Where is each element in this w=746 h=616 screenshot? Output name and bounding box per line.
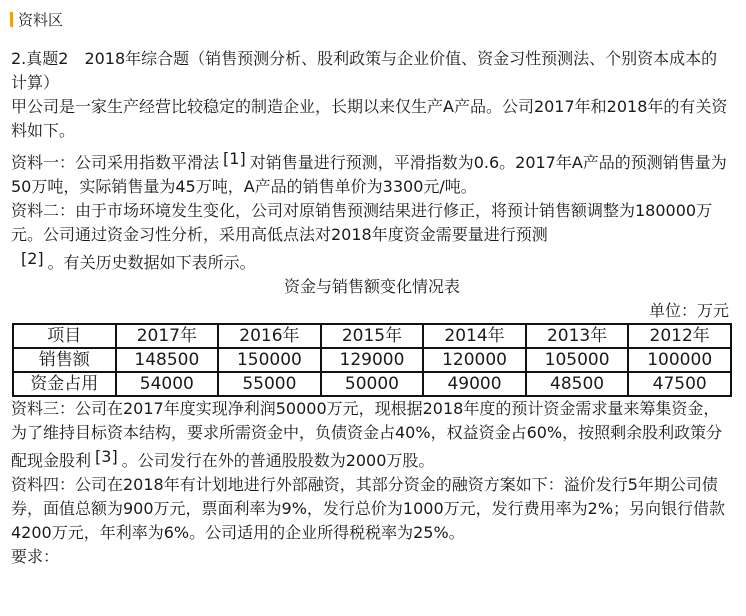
- table-unit: 单位：万元: [648, 301, 729, 320]
- table-row: [13, 348, 731, 372]
- reference-marker-1[interactable]: [1]: [223, 149, 246, 168]
- table-cell: 销售额: [13, 348, 116, 372]
- table-cell: 100000: [628, 348, 731, 372]
- material-three-text-b: 。公司发行在外的普通股股数为2000万股。: [121, 451, 435, 470]
- material-one-text-b: 对销售量进行预测，平滑指数为0.6。2017年A产品的预测销售量为50万吨，实际销售量为45万吨，A产品的销售单价为3300元/吨。: [11, 153, 727, 196]
- material-two-text-b: 。有关历史数据如下表所示。: [47, 253, 256, 272]
- requirement-label: 要求：: [11, 547, 60, 566]
- table-cell: 55000: [218, 372, 321, 396]
- material-two-text-a: 资料二：由于市场环境发生变化，公司对原销售预测结果进行修正，将预计销售额调整为180000万元。公司通过资金习性分析，采用高低点法对2018年度资金需要量进行预测: [11, 201, 713, 244]
- material-three-text-a: 资料三：公司在2017年度实现净利润50000万元，现根据2018年度的预计资金需求量来筹集资金，为了维持目标资本结构，要求所需资金中，负债资金占40%，权益资金占60%，按照剩余股利政策分配现金股利: [11, 399, 723, 470]
- table-cell: 148500: [116, 348, 219, 372]
- table-cell: 49000: [423, 372, 526, 396]
- table-header-cell: 2014年: [423, 324, 526, 348]
- table-cell: 150000: [218, 348, 321, 372]
- material-four: 资料四：公司在2018年有计划地进行外部融资，其部分资金的融资方案如下：溢价发行5年期公司债券，面值总额为900万元，票面利率为9%，发行总价为1000万元，发行费用率为2%；另向银行借款4200万元，年利率为6%。公司适用的企业所得税税率为25%。: [11, 475, 726, 542]
- material-one: [11, 147, 733, 199]
- material-three: [11, 397, 733, 473]
- table-header-cell: 2012年: [628, 324, 731, 348]
- table-header-cell: 2017年: [116, 324, 219, 348]
- table-row: [13, 372, 731, 396]
- table-cell: 48500: [526, 372, 629, 396]
- section-header: [10, 8, 63, 30]
- table-cell: 47500: [628, 372, 731, 396]
- table-cell: 129000: [321, 348, 424, 372]
- table-header-cell: 2016年: [218, 324, 321, 348]
- material-two: [11, 199, 733, 275]
- table-title: 资金与销售额变化情况表: [283, 277, 460, 296]
- table-header-row: [13, 324, 731, 348]
- question-intro: 甲公司是一家生产经营比较稳定的制造企业，长期以来仅生产A产品。公司2017年和2018年的有关资料如下。: [11, 97, 728, 140]
- reference-marker-3[interactable]: [3]: [95, 447, 118, 466]
- reference-marker-2[interactable]: [2]: [21, 249, 44, 268]
- section-title: 资料区: [18, 10, 64, 29]
- table-header-cell: 2013年: [526, 324, 629, 348]
- table-cell: 105000: [526, 348, 629, 372]
- table-cell: 54000: [116, 372, 219, 396]
- table-cell: 50000: [321, 372, 424, 396]
- table-header-cell: 项目: [13, 324, 116, 348]
- funds-sales-table: [12, 323, 732, 397]
- table-header-cell: 2015年: [321, 324, 424, 348]
- question-content: [11, 47, 733, 569]
- accent-bar: [10, 12, 13, 27]
- question-title: 2.真题2 2018年综合题（销售预测分析、股利政策与企业价值、资金习性预测法、个别资本成本的计算）: [11, 49, 718, 92]
- table-cell: 资金占用: [13, 372, 116, 396]
- table-cell: 120000: [423, 348, 526, 372]
- material-one-text-a: 资料一：公司采用指数平滑法: [11, 153, 220, 172]
